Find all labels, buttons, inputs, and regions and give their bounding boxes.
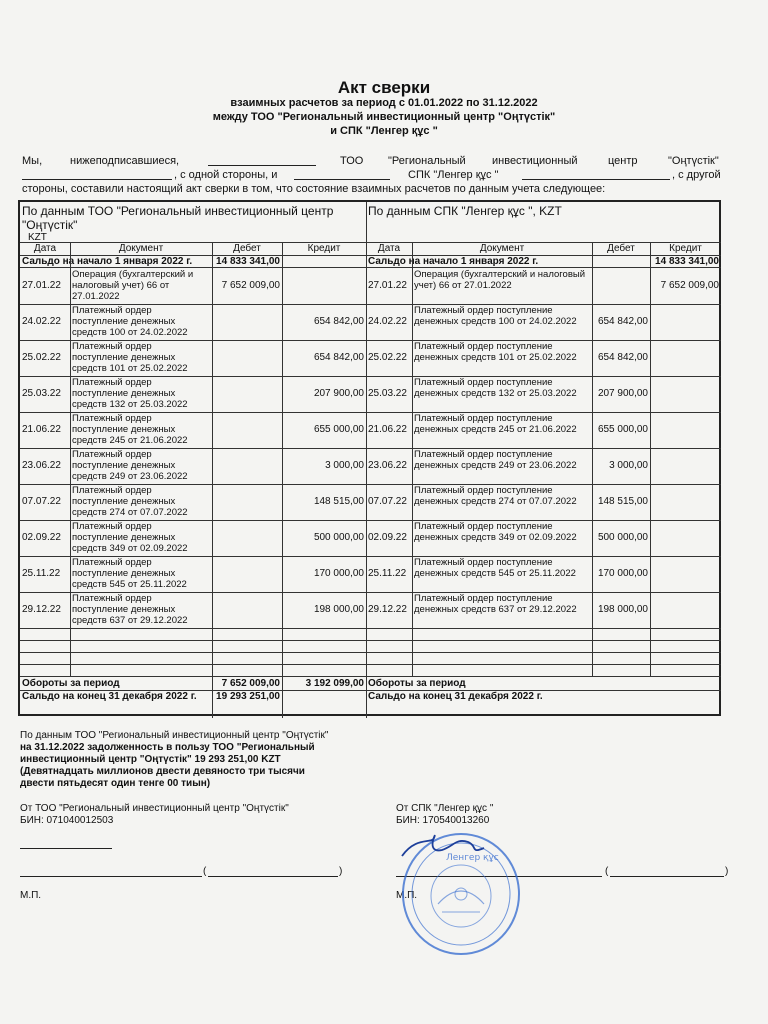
row-left-debit xyxy=(214,316,280,328)
row-date: 29.12.22 xyxy=(368,604,407,615)
document-title: Акт сверки xyxy=(337,78,431,97)
turnover-label: Обороты за период xyxy=(368,678,466,689)
right-seal-place: М.П. xyxy=(396,890,418,901)
row-left-credit: 148 515,00 xyxy=(313,496,364,507)
company-stamp xyxy=(398,808,523,958)
row-date: 23.06.22 xyxy=(368,460,407,471)
row-date: 24.02.22 xyxy=(368,316,407,327)
row-right-credit xyxy=(652,316,719,328)
column-header-date: Дата xyxy=(377,243,401,254)
table-rule xyxy=(282,676,283,718)
signatory-blank xyxy=(294,169,390,180)
left-sign-short-line xyxy=(20,848,112,849)
column-header-doc: Документ xyxy=(479,243,525,254)
summary-line-4: (Девятнадцать миллионов двести девяносто три тысячи xyxy=(20,766,305,777)
reconciliation-table xyxy=(18,200,721,716)
row-date: 25.11.22 xyxy=(368,568,407,579)
left-currency: KZT xyxy=(28,232,47,243)
row-left-debit xyxy=(214,460,280,472)
row-date: 02.09.22 xyxy=(22,532,61,543)
table-rule xyxy=(650,242,651,676)
row-right-debit: 654 842,00 xyxy=(597,352,648,363)
summary-line-1: По данным ТОО "Региональный инвестиционный центр "Оңтүстік" xyxy=(20,730,329,741)
intro-word: Мы, xyxy=(22,155,43,167)
row-left-credit: 655 000,00 xyxy=(313,424,364,435)
opening-right-credit: 14 833 341,00 xyxy=(655,256,719,267)
column-header-cred: Кредит xyxy=(669,243,702,254)
row-right-debit: 654 842,00 xyxy=(597,316,648,327)
row-document: Платежный ордер поступление денежных средств 349 от 02.09.2022 xyxy=(72,521,188,554)
summary-line-2: на 31.12.2022 задолженность в пользу ТОО "Региональный xyxy=(20,742,315,753)
signatory-blank xyxy=(208,155,316,166)
table-rule xyxy=(20,664,721,665)
row-right-debit: 655 000,00 xyxy=(597,424,648,435)
left-paren-open: ( xyxy=(203,866,207,877)
intro-word: ТОО xyxy=(340,155,364,167)
stamp-text: Ленгер құс xyxy=(446,853,499,863)
parties-line-1: между ТОО "Региональный инвестиционный центр "Оңтүстік" xyxy=(212,111,556,123)
table-rule xyxy=(20,267,721,268)
opening-left-debit: 14 833 341,00 xyxy=(216,256,280,267)
closing-balance-label: Сальдо на конец 31 декабря 2022 г. xyxy=(22,691,197,702)
right-paren-open: ( xyxy=(605,866,609,877)
table-rule xyxy=(212,242,213,676)
row-document: Операция (бухгалтерский и налоговый учет) 66 от 27.01.2022 xyxy=(72,269,194,302)
row-date: 23.06.22 xyxy=(22,460,61,471)
column-header-deb: Дебет xyxy=(607,243,635,254)
row-right-credit xyxy=(652,352,719,364)
left-paren-close: ) xyxy=(339,866,343,877)
left-org: От ТОО "Региональный инвестиционный центр "Оңтүстік" xyxy=(20,803,289,814)
row-left-credit xyxy=(284,280,364,292)
table-rule xyxy=(70,242,71,676)
intro-paragraph xyxy=(22,155,728,205)
row-date: 02.09.22 xyxy=(368,532,407,543)
row-document: Платежный ордер поступление денежных средств 249 от 23.06.2022 xyxy=(414,449,577,471)
right-party-header: По данным СПК "Ленгер құс ", KZT xyxy=(368,204,562,218)
closing-balance-label: Сальдо на конец 31 декабря 2022 г. xyxy=(368,691,543,702)
column-header-date: Дата xyxy=(33,243,57,254)
column-header-deb: Дебет xyxy=(233,243,261,254)
row-document: Платежный ордер поступление денежных средств 132 от 25.03.2022 xyxy=(414,377,577,399)
row-document: Платежный ордер поступление денежных средств 245 от 21.06.2022 xyxy=(72,413,188,446)
opening-balance-label: Сальдо на начало 1 января 2022 г. xyxy=(22,256,193,267)
row-left-debit xyxy=(214,388,280,400)
turnover-left-debit: 7 652 009,00 xyxy=(221,678,280,689)
row-right-credit: 7 652 009,00 xyxy=(660,280,719,291)
row-document: Платежный ордер поступление денежных средств 101 от 25.02.2022 xyxy=(414,341,577,363)
row-document: Платежный ордер поступление денежных средств 349 от 02.09.2022 xyxy=(414,521,577,543)
right-org: От СПК "Ленгер құс " xyxy=(396,803,494,814)
row-date: 25.02.22 xyxy=(368,352,407,363)
table-rule xyxy=(20,676,721,677)
row-right-credit xyxy=(652,424,719,436)
row-right-debit: 500 000,00 xyxy=(597,532,648,543)
left-bin: БИН: 071040012503 xyxy=(20,815,114,826)
row-left-debit xyxy=(214,424,280,436)
row-left-credit: 198 000,00 xyxy=(313,604,364,615)
row-left-credit: 500 000,00 xyxy=(313,532,364,543)
table-rule xyxy=(592,242,593,676)
column-header-cred: Кредит xyxy=(307,243,341,254)
row-document: Платежный ордер поступление денежных средств 637 от 29.12.2022 xyxy=(72,593,188,626)
row-right-debit: 3 000,00 xyxy=(609,460,648,471)
right-bin: БИН: 170540013260 xyxy=(396,815,490,826)
right-paren-close: ) xyxy=(725,866,729,877)
intro-word: нижеподписавшиеся, xyxy=(70,155,180,167)
row-left-debit xyxy=(214,604,280,616)
row-document: Платежный ордер поступление денежных средств 545 от 25.11.2022 xyxy=(72,557,187,590)
row-date: 24.02.22 xyxy=(22,316,61,327)
row-document: Платежный ордер поступление денежных средств 101 от 25.02.2022 xyxy=(72,341,188,374)
signatory-blank xyxy=(22,169,172,180)
row-right-debit: 170 000,00 xyxy=(597,568,648,579)
period-line: взаимных расчетов за период с 01.01.2022 по 31.12.2022 xyxy=(230,97,538,109)
row-date: 25.11.22 xyxy=(22,568,61,579)
intro-word: "Оңтүстік" xyxy=(668,155,719,167)
table-rule xyxy=(212,676,213,718)
row-left-debit xyxy=(214,352,280,364)
table-rule xyxy=(412,242,413,676)
row-document: Операция (бухгалтерский и налоговый учет) 66 от 27.01.2022 xyxy=(414,269,585,291)
row-document: Платежный ордер поступление денежных средств 545 от 25.11.2022 xyxy=(414,557,576,579)
row-right-credit xyxy=(652,460,719,472)
parties-line-2: и СПК "Ленгер құс " xyxy=(330,125,438,137)
table-rule xyxy=(20,628,721,629)
row-right-credit xyxy=(652,388,719,400)
row-left-credit: 207 900,00 xyxy=(313,388,364,399)
opening-balance-label: Сальдо на начало 1 января 2022 г. xyxy=(368,256,539,267)
signatory-blank xyxy=(522,169,670,180)
table-rule xyxy=(282,242,283,676)
row-left-credit: 170 000,00 xyxy=(313,568,364,579)
closing-left-debit: 19 293 251,00 xyxy=(216,691,280,702)
summary-line-5: двести пятьдесят один тенге 00 тиын) xyxy=(20,778,211,789)
row-date: 07.07.22 xyxy=(22,496,61,507)
row-right-debit: 207 900,00 xyxy=(597,388,648,399)
row-document: Платежный ордер поступление денежных средств 274 от 07.07.2022 xyxy=(414,485,577,507)
intro-word: СПК "Ленгер құс " xyxy=(408,169,499,181)
intro-word: "Региональный xyxy=(388,155,466,167)
row-date: 25.03.22 xyxy=(22,388,61,399)
row-document: Платежный ордер поступление денежных средств 245 от 21.06.2022 xyxy=(414,413,577,435)
row-date: 07.07.22 xyxy=(368,496,407,507)
row-left-debit xyxy=(214,568,280,580)
row-left-credit: 654 842,00 xyxy=(313,352,364,363)
intro-word: , с одной стороны, и xyxy=(174,169,278,181)
left-party-header: По данным ТОО "Региональный инвестиционный центр "Оңтүстік" xyxy=(22,204,334,232)
row-date: 27.01.22 xyxy=(22,280,61,291)
table-rule xyxy=(20,652,721,653)
row-right-credit xyxy=(652,568,719,580)
row-left-debit: 7 652 009,00 xyxy=(221,280,280,291)
row-date: 27.01.22 xyxy=(368,280,407,291)
row-right-credit xyxy=(652,496,719,508)
row-date: 25.03.22 xyxy=(368,388,407,399)
row-left-debit xyxy=(214,532,280,544)
row-document: Платежный ордер поступление денежных средств 274 от 07.07.2022 xyxy=(72,485,188,518)
row-date: 29.12.22 xyxy=(22,604,61,615)
row-date: 21.06.22 xyxy=(22,424,61,435)
row-document: Платежный ордер поступление денежных средств 100 от 24.02.2022 xyxy=(72,305,188,338)
row-document: Платежный ордер поступление денежных средств 100 от 24.02.2022 xyxy=(414,305,577,327)
intro-line-3: стороны, составили настоящий акт сверки в том, что состояние взаимных расчетов по данным учета следующее: xyxy=(22,183,606,195)
intro-word: инвестиционный xyxy=(492,155,578,167)
left-sign-line xyxy=(20,876,202,877)
table-rule xyxy=(20,640,721,641)
row-right-debit xyxy=(594,280,648,292)
row-left-credit: 654 842,00 xyxy=(313,316,364,327)
turnover-label: Обороты за период xyxy=(22,678,120,689)
row-left-credit: 3 000,00 xyxy=(325,460,364,471)
row-document: Платежный ордер поступление денежных средств 249 от 23.06.2022 xyxy=(72,449,188,482)
row-date: 25.02.22 xyxy=(22,352,61,363)
intro-word: , с другой xyxy=(672,169,721,181)
left-name-line xyxy=(208,876,338,877)
row-document: Платежный ордер поступление денежных средств 132 от 25.03.2022 xyxy=(72,377,188,410)
row-right-debit: 198 000,00 xyxy=(597,604,648,615)
left-seal-place: М.П. xyxy=(20,890,42,901)
row-right-credit xyxy=(652,604,719,616)
summary-line-3: инвестиционный центр "Оңтүстік" 19 293 251,00 KZT xyxy=(20,754,281,765)
right-name-line xyxy=(610,876,724,877)
row-right-credit xyxy=(652,532,719,544)
intro-word: центр xyxy=(608,155,638,167)
row-document: Платежный ордер поступление денежных средств 637 от 29.12.2022 xyxy=(414,593,577,615)
turnover-left-credit: 3 192 099,00 xyxy=(305,678,364,689)
column-header-doc: Документ xyxy=(118,243,164,254)
row-right-debit: 148 515,00 xyxy=(597,496,648,507)
row-date: 21.06.22 xyxy=(368,424,407,435)
row-left-debit xyxy=(214,496,280,508)
